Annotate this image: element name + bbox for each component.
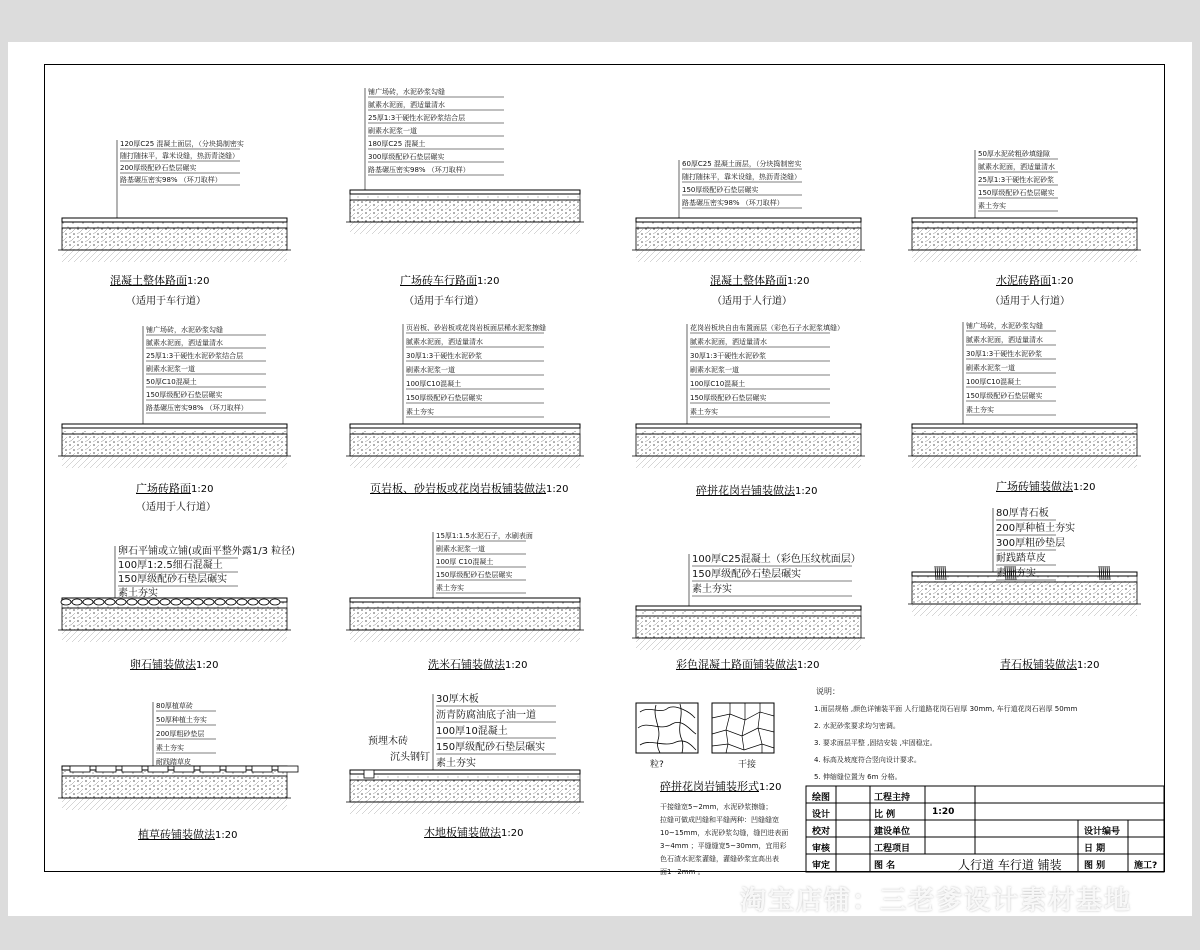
layer-label: 腻素水泥面，洒适量清水 <box>966 336 1043 344</box>
callout-wood-brick: 预埋木砖 <box>368 736 408 747</box>
layer-label: 25厚1:3干硬性水泥砂浆结合层 <box>146 352 244 360</box>
instruction-item: 5. 伸缩缝位置为 6m 分格。 <box>814 773 902 781</box>
layer-label: 30厚1:3干硬性水泥砂浆 <box>690 352 767 360</box>
layer-label: 腻素水泥面，洒适量清水 <box>978 163 1055 171</box>
layer-label: 腻素水泥面，洒适量清水 <box>368 101 445 109</box>
detail-title: 混凝土整体路面1:20 <box>710 274 810 287</box>
detail-title: 广场砖铺装做法1:20 <box>996 480 1096 493</box>
instructions-heading: 说明： <box>816 687 840 696</box>
watermark: 淘宝店铺：三老爹设计素材基地 <box>740 886 1133 916</box>
tb-drawing-name: 人行道 车行道 铺装 <box>958 858 1062 872</box>
detail-subtitle: （适用于车行道） <box>126 296 206 307</box>
layer-label: 80厚植草砖 <box>156 702 193 710</box>
detail-title: 混凝土整体路面1:20 <box>110 274 210 287</box>
layer-label: 路基碾压密实98% （环刀取样） <box>146 404 248 412</box>
tb-category: 图 别 <box>1084 861 1106 871</box>
instruction-item: 1.面层规格 ,颜色详铺装平面 人行道路花岗石岩厚 30mm, 车行道花岗石岩厚 50mm <box>814 705 1078 713</box>
layer-label: 80厚青石板 <box>996 508 1049 519</box>
layer-label: 50厚种植土夯实 <box>156 716 207 724</box>
tb-draw: 绘图 <box>812 793 831 803</box>
layer-label: 100厚C10混凝土 <box>406 380 462 388</box>
layer-label: 100厚1:2.5细石混凝土 <box>118 560 223 571</box>
instruction-item: 2. 水泥砂浆要求均匀密调。 <box>814 722 900 730</box>
layer-label: 铺广场砖，水泥砂浆勾缝 <box>146 326 223 334</box>
layer-label: 素土夯实 <box>118 588 158 599</box>
tb-design-no: 设计编号 <box>1084 827 1121 837</box>
tb-project-lead: 工程主持 <box>874 793 911 803</box>
layer-label: 200厚粗砂垫层 <box>156 730 205 738</box>
layer-label: 15厚1:1.5水泥石子，水刷表面 <box>436 532 533 540</box>
granite-note: 干接缝宽5~2mm，水泥砂浆擦缝； <box>660 803 773 811</box>
layer-label: 刷素水泥浆一道 <box>406 366 455 374</box>
layer-label: 花岗岩板块自由布置面层（彩色石子水泥浆填缝） <box>690 324 844 332</box>
layer-label: 150厚级配砂石垫层碾实 <box>406 394 483 402</box>
layer-label: 150厚级配砂石垫层碾实 <box>146 391 223 399</box>
detail-title: 洗米石铺装做法1:20 <box>428 658 528 671</box>
detail-title: 植草砖铺装做法1:20 <box>138 828 238 841</box>
layer-label: 刷素水泥浆一道 <box>966 364 1015 372</box>
layer-label: 200厚种植土夯实 <box>996 523 1076 534</box>
layer-label: 素土夯实 <box>406 408 434 416</box>
detail-subtitle: （适用于人行道） <box>990 296 1070 307</box>
layer-label: 腻素水泥面，洒适量清水 <box>146 339 223 347</box>
layer-label: 100厚C25混凝土（彩色压纹枕面层） <box>692 554 861 565</box>
layer-label: 页岩板、砂岩板或花岗岩板面层稀水泥浆擦缝 <box>406 324 546 332</box>
tb-design: 设计 <box>812 810 831 820</box>
layer-label: 刷素水泥浆一道 <box>436 545 485 553</box>
granite-note: 3~4mm ；平缝缝宽5~30mm，宜用彩 <box>660 842 787 850</box>
detail-title: 彩色混凝土路面铺装做法1:20 <box>676 658 820 671</box>
layer-label: 刷素水泥浆一道 <box>368 127 417 135</box>
layer-label: 素土夯实 <box>436 758 476 769</box>
layer-label: 100厚C10混凝土 <box>690 380 746 388</box>
tb-approve: 审定 <box>812 861 831 871</box>
tb-scale-label: 比 例 <box>874 810 896 820</box>
layer-label: 50厚水泥砖粗砂填缝隙 <box>978 150 1050 158</box>
instruction-item: 4. 标高及坡度符合竖向设计要求。 <box>814 756 921 764</box>
tb-project: 工程项目 <box>874 844 911 854</box>
layer-label: 150厚级配砂石垫层碾实 <box>436 742 546 753</box>
layer-label: 路基碾压密实98% （环刀取样） <box>682 199 784 207</box>
layer-label: 素土夯实 <box>436 584 464 592</box>
layer-label: 25厚1:3干硬性水泥砂浆 <box>978 176 1055 184</box>
layer-label: 刷素水泥浆一道 <box>690 366 739 374</box>
layer-label: 25厚1:3干硬性水泥砂浆结合层 <box>368 114 466 122</box>
layer-label: 铺广场砖，水泥砂浆勾缝 <box>966 322 1043 330</box>
granite-note: 10~15mm，水泥砂浆勾缝，缝凹进表面 <box>660 829 789 837</box>
callout-nail: 沉头钢钉 <box>390 752 430 763</box>
granite-form-title: 碎拼花岗岩铺装形式1:20 <box>660 780 782 793</box>
instruction-item: 3. 要求面层平整 ,固结安装 ,牢固稳定。 <box>814 739 937 747</box>
layer-label: 耐践踏草皮 <box>156 758 191 766</box>
layer-label: 100厚 C10混凝土 <box>436 558 494 566</box>
tb-unit: 建设单位 <box>874 827 911 837</box>
detail-title: 页岩板、砂岩板或花岗岩板铺装做法1:20 <box>370 482 569 495</box>
detail-title: 碎拼花岗岩铺装做法1:20 <box>696 484 818 497</box>
layer-label: 腻素水泥面，洒适量清水 <box>406 338 483 346</box>
tb-check: 校对 <box>812 827 831 837</box>
layer-label: 卵石平铺或立铺(或面平整外露1/3 粒径) <box>118 546 296 557</box>
detail-title: 青石板铺装做法1:20 <box>1000 658 1100 671</box>
detail-subtitle: （适用于人行道） <box>712 296 792 307</box>
layer-label: 150厚级配砂石垫层碾实 <box>692 569 802 580</box>
layer-label: 100厚C10混凝土 <box>966 378 1022 386</box>
layer-label: 150厚级配砂石垫层碾实 <box>436 571 513 579</box>
layer-label: 150厚级配砂石垫层碾实 <box>118 574 228 585</box>
granite-note: 拉缝可做成凹缝和平缝两种：凹缝缝宽 <box>660 816 779 824</box>
layer-label: 30厚木板 <box>436 694 479 705</box>
tb-review: 审核 <box>812 844 831 854</box>
detail-title: 水泥砖路面1:20 <box>996 274 1074 287</box>
layer-label: 50厚C10混凝土 <box>146 378 197 386</box>
layer-label: 180厚C25 混凝土 <box>368 140 426 148</box>
detail-subtitle: （适用于人行道） <box>136 502 216 513</box>
tb-scale-value: 1:20 <box>932 807 955 817</box>
layer-label: 300厚粗砂垫层 <box>996 538 1066 549</box>
granite-form-label-a: 粒? <box>650 760 664 770</box>
layer-label: 腻素水泥面，洒适量清水 <box>690 338 767 346</box>
layer-label: 30厚1:3干硬性水泥砂浆 <box>966 350 1043 358</box>
layer-label: 素土夯实 <box>690 408 718 416</box>
layer-label: 150厚级配砂石垫层碾实 <box>966 392 1043 400</box>
granite-note: 色石渣水泥浆灌缝，灌缝砂浆宜高出表 <box>660 855 779 863</box>
layer-label: 素土夯实 <box>156 744 184 752</box>
layer-label: 300厚级配砂石垫层碾实 <box>368 153 445 161</box>
granite-note: 面1~2mm 。 <box>660 868 705 876</box>
layer-label: 随打随抹平，靠米设缝，热沥青浇缝） <box>682 173 801 181</box>
layer-label: 刷素水泥浆一道 <box>146 365 195 373</box>
layer-label: 素土夯实 <box>966 406 994 414</box>
layer-label: 60厚C25 混凝土面层，（分块捣制密实 <box>682 160 802 168</box>
layer-label: 150厚级配砂石垫层碾实 <box>690 394 767 402</box>
layer-label: 200厚级配砂石垫层碾实 <box>120 164 197 172</box>
detail-title: 广场砖路面1:20 <box>136 482 214 495</box>
layer-label: 150厚级配砂石垫层碾实 <box>682 186 759 194</box>
layer-label: 30厚1:3干硬性水泥砂浆 <box>406 352 483 360</box>
layer-label: 沥青防腐油底子油一道 <box>436 710 536 721</box>
detail-subtitle: （适用于车行道） <box>404 296 484 307</box>
tb-name-label: 图 名 <box>874 861 896 871</box>
tb-date: 日 期 <box>1084 844 1106 854</box>
layer-label: 路基碾压密实98% （环刀取样） <box>368 166 470 174</box>
layer-label: 素土夯实 <box>978 202 1006 210</box>
layer-label: 素土夯实 <box>692 584 732 595</box>
detail-title: 广场砖车行路面1:20 <box>400 274 500 287</box>
granite-form-label-b: 干接 <box>738 760 757 770</box>
detail-title: 木地板铺装做法1:20 <box>424 826 524 839</box>
tb-category-value: 施工? <box>1134 861 1158 871</box>
layer-label: 150厚级配砂石垫层碾实 <box>978 189 1055 197</box>
layer-label: 120厚C25 混凝土面层，（分块捣制密实 <box>120 140 244 148</box>
layer-label: 素土夯实 <box>996 568 1036 579</box>
layer-label: 铺广场砖，水泥砂浆勾缝 <box>368 88 445 96</box>
layer-label: 耐践踏草皮 <box>996 553 1046 564</box>
layer-label: 100厚10混凝土 <box>436 726 508 737</box>
layer-label: 路基碾压密实98% （环刀取样） <box>120 176 222 184</box>
layer-label: 随打随抹平，靠米设缝，热沥青浇缝） <box>120 152 239 160</box>
detail-title: 卵石铺装做法1:20 <box>130 658 219 671</box>
